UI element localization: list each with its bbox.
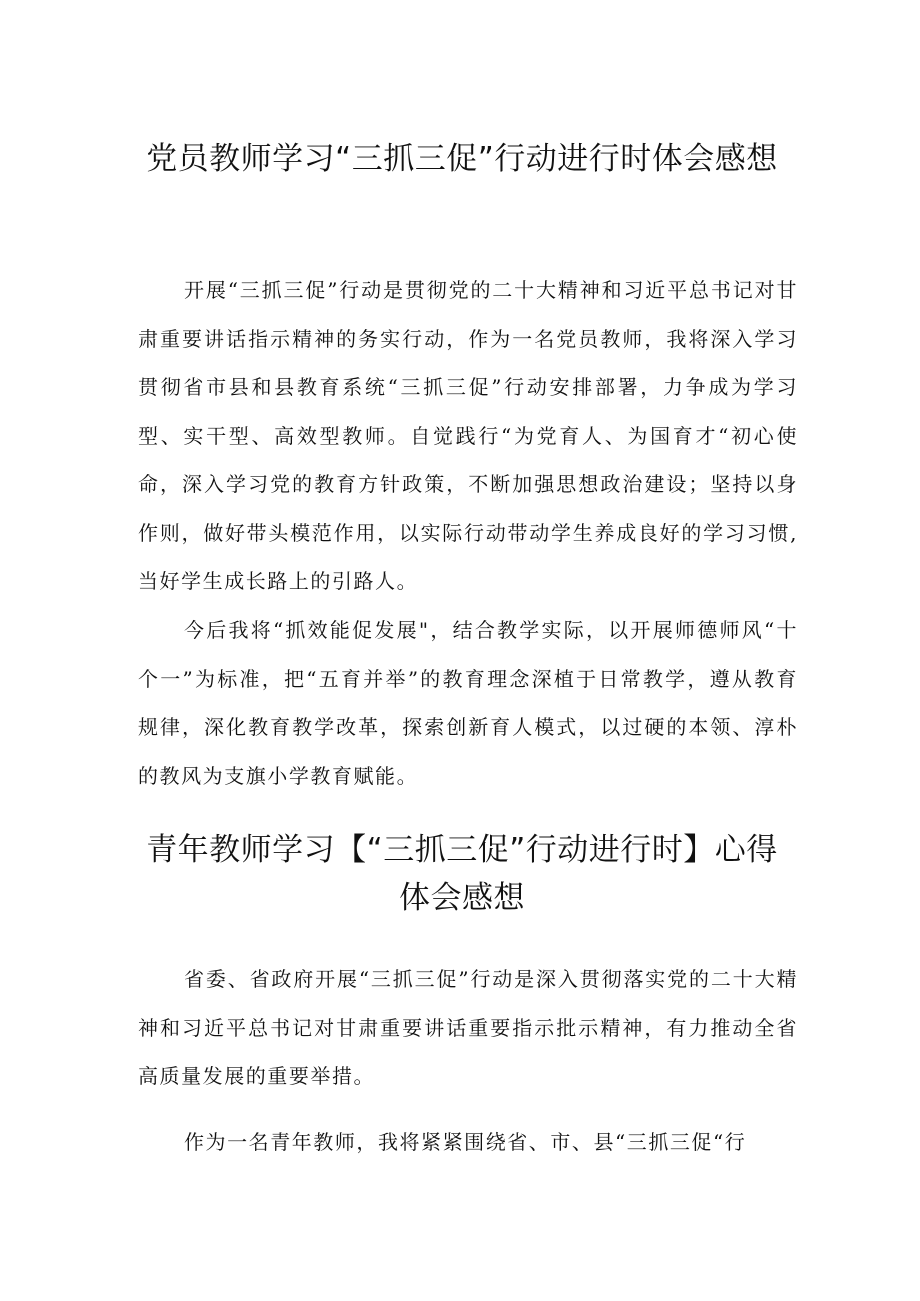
section-1-title: 党员教师学习“三抓三促”行动进行时体会感想 bbox=[146, 141, 778, 177]
section-2-paragraph-2: 作为一名青年教师，我将紧紧围绕省、市、县“三抓三促“行 bbox=[184, 1130, 747, 1154]
section-2-paragraph-1: 省委、省政府开展“三抓三促”行动是深入贯彻落实党的二十大精神和习近平总书记对甘肃重要讲话重要指示批示精神，有力推动全省高质量发展的重要举措。 bbox=[138, 967, 798, 1088]
section-1-paragraph-2: 今后我将“抓效能促发展"，结合教学实际，以开展师德师风“十个一”为标准，把“五育并举”的教育理念深植于日常教学，遵从教育规律，深化教育教学改革，探索创新育人模式，以过硬的本领、淳朴的教风为支旗小学教育赋能。 bbox=[138, 618, 798, 788]
section-1-paragraph-1: 开展“三抓三促”行动是贯彻党的二十大精神和习近平总书记对甘肃重要讲话指示精神的务实行动，作为一名党员教师，我将深入学习贯彻省市县和县教育系统“三抓三促”行动安排部署，力争成为学习型、实干型、高效型教师。自觉践行“为党育人、为国育才“初心使命，深入学习党的教育方针政策，不断加强思想政治建设；坚持以身作则，做好带头模范作用，以实际行动带动学生养成良好的学习习惯,当好学生成长路上的引路人。 bbox=[138, 278, 798, 593]
section-2-title: 青年教师学习【“三抓三促”行动进行时】心得体会感想 bbox=[146, 832, 778, 916]
